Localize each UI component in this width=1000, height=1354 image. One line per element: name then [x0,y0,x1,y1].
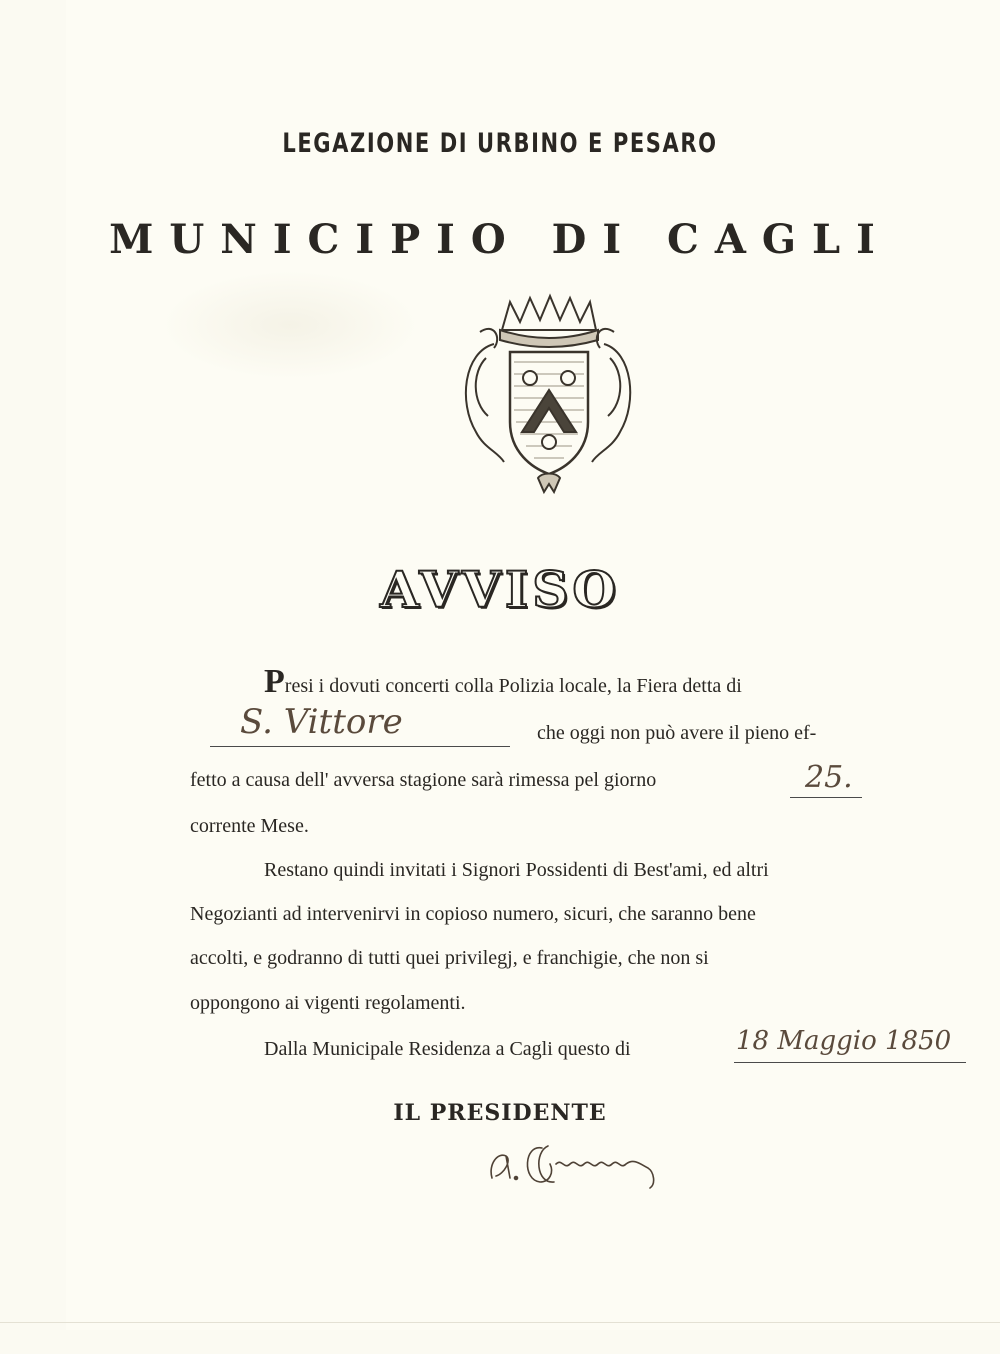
handwritten-fair-name: S. Vittore [240,702,403,742]
blank-line-day [790,797,862,798]
drop-cap: P [264,663,285,700]
paper-stain [160,270,420,380]
blank-line-date [734,1062,966,1063]
legation-heading: LEGAZIONE DI URBINO E PESARO [282,128,718,159]
body-line-5: Restano quindi invitati i Signori Possidenti di Best'ami, ed altri [264,859,769,881]
coat-of-arms-icon [454,292,638,502]
handwritten-date: 18 Maggio 1850 [736,1026,952,1056]
municipality-heading: MUNICIPIO DI CAGLI [109,216,891,263]
page-edge [0,1322,1000,1323]
body-line-3: fetto a causa dell' avversa stagione sarà rimessa pel giorno [190,769,657,791]
handwritten-day: 25. [805,760,853,795]
body-line-6: Negozianti ad intervenirvi in copioso numero, sicuri, che saranno bene [190,903,756,925]
body-line-1 [264,663,742,701]
blank-line-fair-name [210,746,510,747]
body-line-4: corrente Mese. [190,815,309,837]
body-line-2: che oggi non può avere il pieno ef- [537,722,817,744]
body-line-9: Dalla Municipale Residenza a Cagli questo di [264,1038,631,1060]
body-line-1-text: resi i dovuti concerti colla Polizia locale, la Fiera detta di [284,675,742,697]
body-line-8: oppongono ai vigenti regolamenti. [190,992,466,1014]
body-line-7: accolti, e godranno di tutti quei privilegj, e franchigie, che non si [190,947,709,969]
president-title: IL PRESIDENTE [393,1100,607,1126]
president-signature [484,1134,664,1190]
notice-title: AVVISO [380,560,620,619]
